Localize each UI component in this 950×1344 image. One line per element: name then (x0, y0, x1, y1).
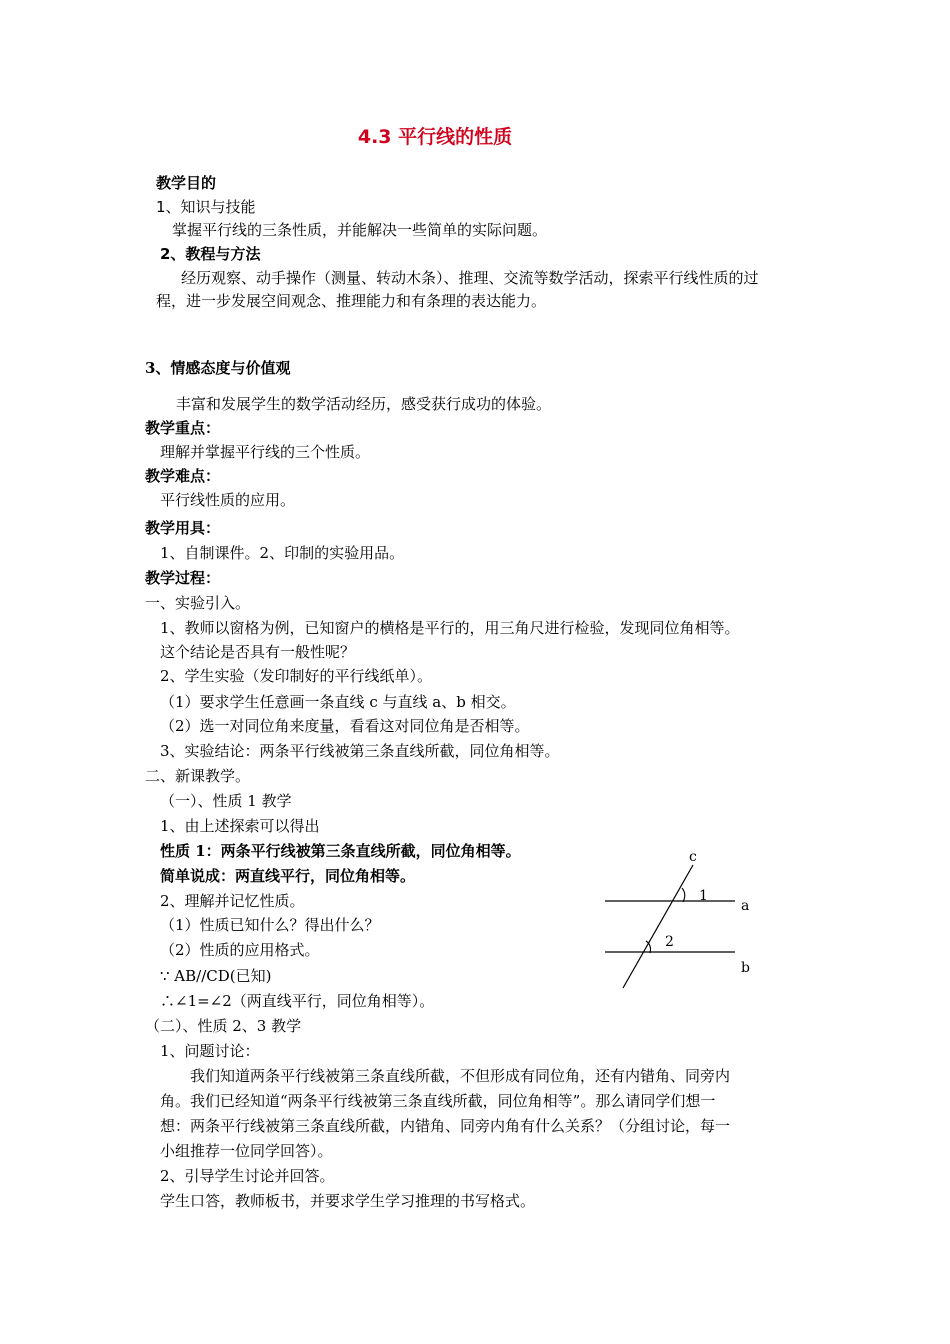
because-line: ∵ AB//CD(已知) (160, 967, 272, 985)
label-a: a (741, 898, 750, 914)
tools-label: 教学用具： (145, 519, 221, 537)
part1-item-1-line-1: 1、教师以窗格为例，已知窗户的横格是平行的，用三角尺进行检验，发现同位角相等。 (160, 619, 740, 637)
page-title: 4.3 平行线的性质 (357, 126, 513, 148)
difficulty-label: 教学难点： (145, 467, 221, 485)
parallel-lines-figure (595, 840, 770, 1000)
line-c (623, 865, 693, 988)
label-c: c (689, 849, 697, 865)
section1-item-2-2: （2）性质的应用格式。 (160, 941, 320, 959)
label-b: b (741, 960, 750, 976)
objective-1-title: 1、知识与技能 (156, 198, 256, 216)
objective-3-title: 3、情感态度与价值观 (145, 359, 291, 377)
objective-2-title: 2、教程与方法 (160, 245, 261, 263)
part1-item-2-1: （1）要求学生任意画一条直线 c 与直线 a、b 相交。 (160, 693, 516, 711)
section2-item-1: 1、问题讨论： (160, 1042, 260, 1060)
part1-title: 一、实验引入。 (145, 594, 251, 612)
objectives-heading: 教学目的 (156, 174, 217, 192)
key-point-text: 理解并掌握平行线的三个性质。 (160, 443, 371, 461)
section2-title: （二）、性质 2、3 教学 (145, 1017, 302, 1035)
section1-item-2-1: （1）性质已知什么？得出什么？ (160, 916, 380, 934)
section2-text-line-3: 想：两条平行线被第三条直线所截，内错角、同旁内角有什么关系？（分组讨论，每一 (160, 1117, 731, 1135)
section1-item-2: 2、理解并记忆性质。 (160, 892, 305, 910)
section2-item-2: 2、引导学生讨论并回答。 (160, 1167, 335, 1185)
objective-2-text-line-2: 程，进一步发展空间观念、推理能力和有条理的表达能力。 (156, 292, 547, 310)
difficulty-text: 平行线性质的应用。 (160, 491, 296, 509)
objective-1-text: 掌握平行线的三条性质，并能解决一些简单的实际问题。 (172, 221, 548, 239)
section1-item-1: 1、由上述探索可以得出 (160, 817, 320, 835)
angle-1-arc (682, 888, 685, 902)
part1-item-2: 2、学生实验（发印制好的平行线纸单）。 (160, 667, 433, 685)
property-1: 性质 1：两条平行线被第三条直线所截，同位角相等。 (160, 842, 521, 860)
part1-item-3: 3、实验结论：两条平行线被第三条直线所截，同位角相等。 (160, 742, 560, 760)
therefore-line: ∴∠1=∠2（两直线平行，同位角相等）。 (160, 992, 435, 1010)
tools-text: 1、自制课件。2、印制的实验用品。 (160, 544, 405, 562)
objective-2-text-line-1: 经历观察、动手操作（测量、转动木条）、推理、交流等数学活动，探索平行线性质的过 (181, 269, 759, 287)
section2-text-line-4: 小组推荐一位同学回答）。 (160, 1142, 333, 1160)
key-point-label: 教学重点： (145, 419, 221, 437)
part2-title: 二、新课教学。 (145, 767, 251, 785)
property-1-short: 简单说成：两直线平行，同位角相等。 (160, 867, 416, 885)
angle-2-label: 2 (665, 934, 674, 950)
objective-3-text: 丰富和发展学生的数学活动经历，感受获行成功的体验。 (176, 395, 552, 413)
section2-item-2-text: 学生口答，教师板书，并要求学生学习推理的书写格式。 (160, 1192, 536, 1210)
part1-item-1-line-2: 这个结论是否具有一般性呢？ (160, 643, 356, 661)
process-label: 教学过程： (145, 569, 221, 587)
section1-title: （一）、性质 1 教学 (160, 792, 292, 810)
section2-text-line-1: 我们知道两条平行线被第三条直线所截，不但形成有同位角，还有内错角、同旁内 (190, 1067, 731, 1085)
angle-1-label: 1 (699, 888, 708, 904)
part1-item-2-2: （2）选一对同位角来度量，看看这对同位角是否相等。 (160, 717, 530, 735)
section2-text-line-2: 角。我们已经知道“两条平行线被第三条直线所截，同位角相等”。那么请同学们想一 (160, 1092, 716, 1110)
